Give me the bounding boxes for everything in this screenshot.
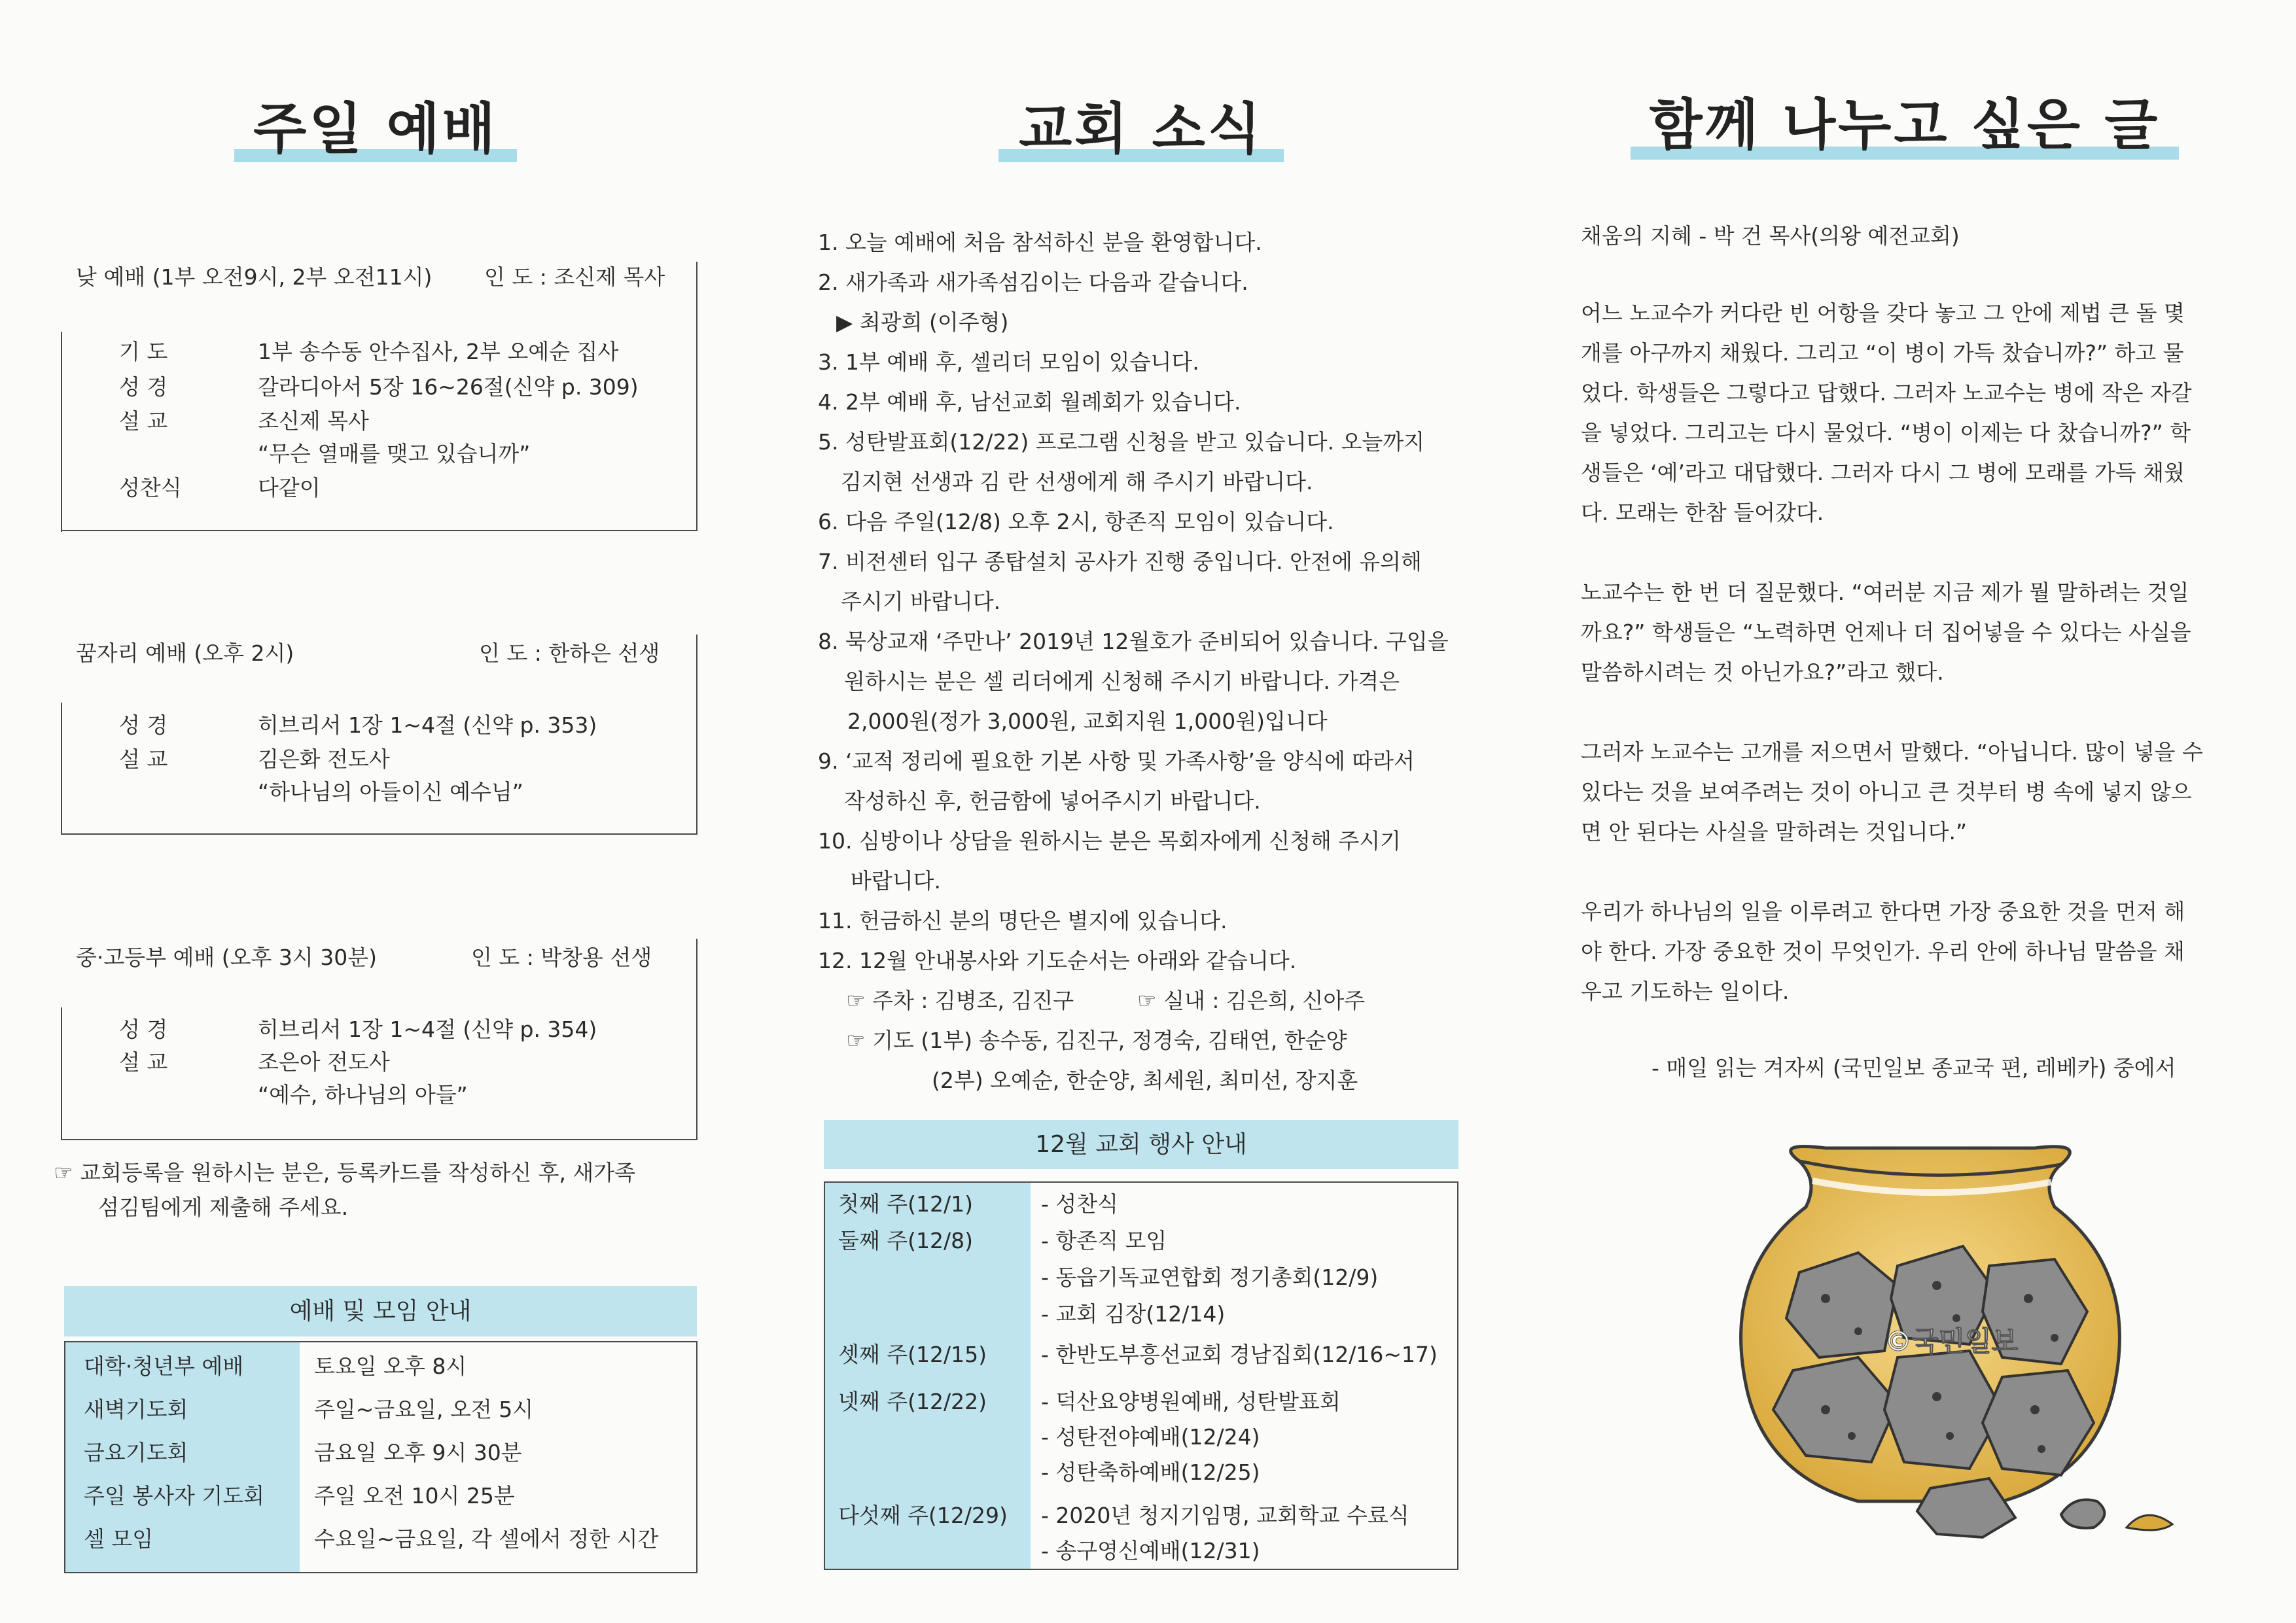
news-item: 작성하신 후, 헌금함에 넣어주시기 바랍니다. [844,788,1261,814]
event-item: - 교회 김장(12/14) [1041,1301,1226,1327]
news-item: 9. ‘교적 정리에 필요한 기본 사항 및 가족사항’을 양식에 따라서 [818,748,1415,774]
event-item: - 성탄축하예배(12/25) [1041,1459,1260,1485]
events-table [824,1181,1458,1570]
meeting-time: 토요일 오후 8시 [314,1353,467,1379]
service-name: 낮 예배 (1부 오전9시, 2부 오전11시) [76,264,433,290]
meeting-name: 대학·청년부 예배 [84,1353,244,1379]
event-item: - 동읍기독교연합회 정기총회(12/9) [1041,1265,1379,1290]
right-title: 함께 나누고 싶은 글 [1649,93,2161,157]
meeting-time: 주일 오전 10시 25분 [314,1483,515,1509]
event-week: 둘째 주(12/8) [838,1228,973,1253]
news-item: 1. 오늘 예배에 처음 참석하신 분을 환영합니다. [818,230,1262,255]
row-value: “예수, 하나님의 아들” [258,1082,468,1108]
meeting-name: 새벽기도회 [84,1397,188,1422]
left-title: 주일 예배 [253,97,498,161]
news-item: 김지현 선생과 김 란 선생에게 해 주시기 바랍니다. [841,469,1313,495]
watermark: ©국민일보 [1884,1325,2019,1357]
registration-note: ☞ 교회등록을 원하시는 분은, 등록카드를 작성하신 후, 새가족 [54,1160,636,1185]
event-week: 첫째 주(12/1) [838,1191,973,1217]
event-week: 다섯째 주(12/29) [838,1503,1008,1528]
service-leader: 인 도 : 한하은 선생 [479,640,660,666]
service-name: 중·고등부 예배 (오후 3시 30분) [76,945,377,970]
service-name: 꿈자리 예배 (오후 2시) [76,640,294,666]
event-item: - 송구영신예배(12/31) [1041,1538,1260,1563]
news-item: 11. 헌금하신 분의 명단은 별지에 있습니다. [818,908,1227,934]
event-item: - 항존직 모임 [1041,1228,1167,1253]
news-item: 7. 비전센터 입구 종탑설치 공사가 진행 중입니다. 안전에 유의해 [818,549,1422,574]
news-item: 원하시는 분은 셀 리더에게 신청해 주시기 바랍니다. 가격은 [844,669,1400,694]
row-label: 설 교 [119,408,168,434]
row-label: 성찬식 [119,475,182,500]
box-left-rule [61,332,62,532]
row-value: “무슨 열매를 맺고 있습니까” [258,441,531,466]
duty-prayer: ☞ 기도 (1부) 송수동, 김진구, 정경숙, 김태연, 한순양 [846,1028,1347,1053]
row-value: 다같이 [258,475,321,500]
news-item: 주시기 바랍니다. [841,589,1001,614]
news-item: 10. 심방이나 상담을 원하시는 분은 목회자에게 신청해 주시기 [818,828,1401,854]
service-leader: 인 도 : 조신제 목사 [484,264,665,290]
essay-paragraph: 그러자 노교수는 고개를 저으면서 말했다. “아닙니다. 많이 넣을 수 있다는 것을 보여주려는 것이 아니고 큰 것부터 병 속에 넣지 않으 면 안 된다는 사실을 말하려는 것입니다.” [1581,739,2203,845]
row-label: 설 교 [119,1049,168,1075]
row-value: 히브리서 1장 1~4절 (신약 p. 354) [258,1017,597,1042]
meeting-name: 금요기도회 [84,1440,188,1465]
registration-note: 섬김팀에게 제출해 주세요. [98,1195,349,1220]
row-value: 조신제 목사 [258,408,369,434]
event-week: 셋째 주(12/15) [838,1342,987,1367]
news-item: 2. 새가족과 새가족섬김이는 다음과 같습니다. [818,270,1248,295]
duty-indoor: ☞ 실내 : 김은희, 신아주 [1137,988,1366,1013]
essay-paragraph: 어느 노교수가 커다란 빈 어항을 갖다 놓고 그 안에 제법 큰 돌 몇 개를 아구까지 채웠다. 그리고 “이 병이 가득 찼습니까?” 하고 물 었다. 학생들은 그렇다고 답했다. 그러자 노교수는 병에 작은 자갈 을 넣었다. 그리고는 다시 물었다. “병이 이제는 다 찼습니까?” 학 생들은 ‘예’라고 대답했다. 그러자 다시 그 병에 모래를 가득 채웠 다. 모래는 한참 들어갔다. [1581,300,2192,525]
essay-paragraph: 우리가 하나님의 일을 이루려고 한다면 가장 중요한 것을 먼저 해 야 한다. 가장 중요한 것이 무엇인가. 우리 안에 하나님 말씀을 채 우고 기도하는 일이다. [1581,899,2185,1004]
row-label: 성 경 [119,374,168,400]
event-item: - 한반도부흥선교회 경남집회(12/16~17) [1041,1342,1438,1367]
news-item: 6. 다음 주일(12/8) 오후 2시, 항존직 모임이 있습니다. [818,509,1334,534]
meetings-table [64,1341,698,1573]
meeting-name: 주일 봉사자 기도회 [84,1483,265,1509]
essay-paragraph: 노교수는 한 번 더 질문했다. “여러분 지금 제가 뭘 말하려는 것일 까요?” 학생들은 “노력하면 언제나 더 집어넣을 수 있다는 사실을 말씀하시려는 것 아닌가요?”라고 했다. [1581,580,2191,685]
news-item: 5. 성탄발표회(12/22) 프로그램 신청을 받고 있습니다. 오늘까지 [818,429,1425,455]
news-item: 3. 1부 예배 후, 셀리더 모임이 있습니다. [818,349,1199,375]
meeting-name: 셀 모임 [84,1526,154,1552]
row-value: “하나님의 아들이신 예수님” [258,779,523,805]
event-item: - 성탄전야예배(12/24) [1041,1424,1260,1450]
row-value: 김은화 전도사 [258,746,390,772]
duty-parking: ☞ 주차 : 김병조, 김진구 [846,988,1074,1013]
row-label: 성 경 [119,712,168,738]
news-item: 2,000원(정가 3,000원, 교회지원 1,000원)입니다 [847,708,1328,734]
service-leader: 인 도 : 박창용 선생 [471,945,652,970]
meeting-time: 주일~금요일, 오전 5시 [314,1397,534,1422]
meetings-header: 예배 및 모임 안내 [64,1286,697,1336]
news-item: ▶ 최광희 (이주형) [836,309,1009,335]
essay-body [1581,293,2229,1051]
news-item: 바랍니다. [851,868,942,894]
event-item: - 성찬식 [1041,1191,1119,1217]
event-item: - 덕산요양병원예배, 성탄발표회 [1041,1389,1341,1414]
event-item: - 2020년 청지기임명, 교회학교 수료식 [1041,1503,1409,1528]
meeting-time: 금요일 오후 9시 30분 [314,1440,522,1465]
row-value: 조은아 전도사 [258,1049,390,1075]
row-label: 성 경 [119,1017,168,1042]
essay-title: 채움의 지혜 - 박 건 목사(의왕 예전교회) [1581,223,1960,249]
row-label: 기 도 [119,339,168,364]
row-value: 히브리서 1장 1~4절 (신약 p. 353) [258,712,597,738]
essay-source: - 매일 읽는 겨자씨 (국민일보 종교국 편, 레베카) 중에서 [1651,1055,2176,1081]
news-item: 4. 2부 예배 후, 남선교회 월례회가 있습니다. [818,389,1241,415]
news-item: 8. 묵상교재 ‘주만나’ 2019년 12월호가 준비되어 있습니다. 구입을 [818,629,1449,654]
event-week: 넷째 주(12/22) [838,1389,987,1414]
row-value: 1부 송수동 안수집사, 2부 오예순 집사 [258,339,619,364]
duty-prayer: (2부) 오예순, 한순양, 최세원, 최미선, 장지훈 [932,1068,1358,1093]
row-value: 갈라디아서 5장 16~26절(신약 p. 309) [258,374,639,400]
row-label: 설 교 [119,746,168,772]
jar-of-stones-illustration [1688,1135,2185,1541]
meeting-time: 수요일~금요일, 각 셀에서 정한 시간 [314,1526,659,1552]
middle-title: 교회 소식 [1019,97,1263,161]
news-item: 12. 12월 안내봉사와 기도순서는 아래와 같습니다. [818,948,1297,973]
events-header: 12월 교회 행사 안내 [824,1120,1458,1169]
